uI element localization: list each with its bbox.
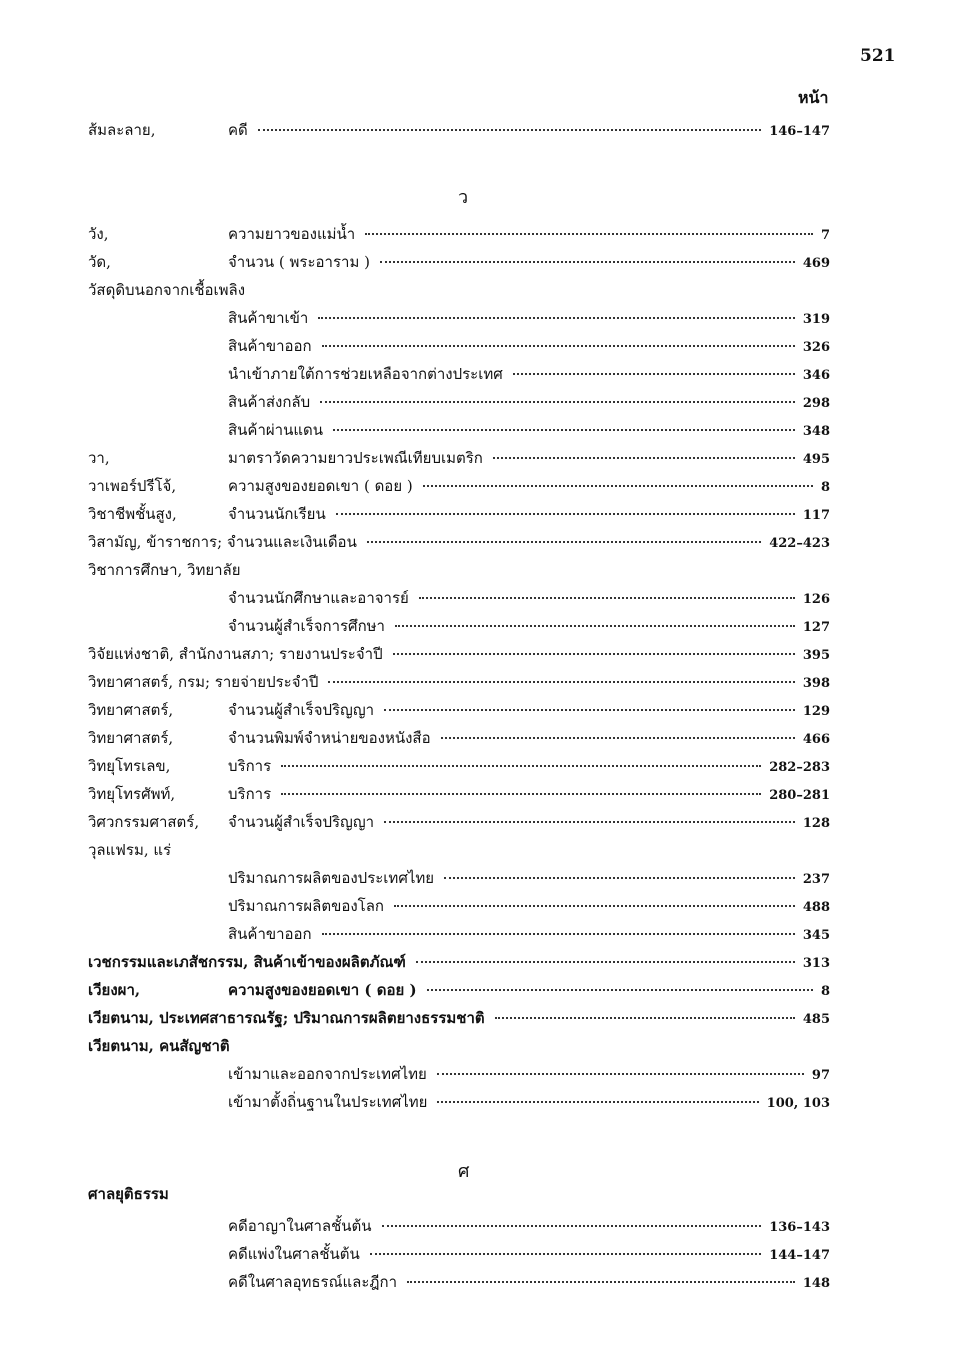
dot-leader <box>281 793 761 795</box>
page-reference: 313 <box>802 956 830 971</box>
index-term: เวียตนาม, ประเทศสาธารณรัฐ; ปริมาณการผลิตยางธรรมชาติ <box>88 1009 485 1027</box>
index-entry <box>88 1270 830 1294</box>
dot-leader <box>322 933 795 935</box>
index-entry <box>88 894 830 918</box>
dot-leader <box>370 1253 761 1255</box>
index-entry <box>88 670 830 694</box>
index-entry <box>88 698 830 722</box>
index-subterm: คดีแพ่งในศาลชั้นต้น <box>228 1245 360 1263</box>
index-entry <box>88 250 830 274</box>
page-reference: 319 <box>802 312 830 327</box>
page-reference: 129 <box>802 704 830 719</box>
index-entry <box>88 1006 830 1030</box>
index-subterm: มาตราวัดความยาวประเพณีเทียบเมตริก <box>228 449 483 467</box>
index-term: วิทยุโทรศัพท์, <box>88 785 176 803</box>
index-entry <box>88 810 830 834</box>
index-term: วิชาการศึกษา, วิทยาลัย <box>88 561 241 579</box>
index-term: เวชกรรมและเภสัชกรรม, สินค้าเข้าของผลิตภัณฑ์ <box>88 953 406 971</box>
page-reference: 298 <box>802 396 830 411</box>
dot-leader <box>395 625 795 627</box>
index-entry <box>88 530 830 554</box>
page-reference: 346 <box>802 368 830 383</box>
dot-leader <box>493 457 795 459</box>
dot-leader <box>380 261 795 263</box>
index-entry <box>88 614 830 638</box>
index-subterm: จำนวนนักเรียน <box>228 505 326 523</box>
page-reference: 144–147 <box>769 1248 830 1263</box>
page-reference: 100, 103 <box>766 1096 830 1111</box>
page-reference: 8 <box>820 984 830 999</box>
dot-leader <box>365 233 813 235</box>
index-entry <box>88 390 830 414</box>
index-entry <box>88 278 830 302</box>
index-subterm: คดี <box>228 121 248 139</box>
index-entry <box>88 1214 830 1238</box>
index-subterm: จำนวนพิมพ์จำหน่ายของหนังสือ <box>228 729 431 747</box>
index-term: เวียตนาม, คนสัญชาติ <box>88 1037 230 1055</box>
dot-leader <box>336 513 795 515</box>
dot-leader <box>333 429 795 431</box>
index-entry <box>88 866 830 890</box>
index-entry <box>88 642 830 666</box>
page-reference: 7 <box>820 228 830 243</box>
page-reference: 485 <box>802 1012 830 1027</box>
index-subterm: ปริมาณการผลิตของโลก <box>228 897 385 915</box>
index-subterm: สินค้าขาออก <box>228 337 312 355</box>
page-reference: 348 <box>802 424 830 439</box>
index-term: วิทยาศาสตร์, กรม; รายจ่ายประจำปี <box>88 673 319 691</box>
index-term: วุลแฟรม, แร่ <box>88 841 172 859</box>
dot-leader <box>382 1225 762 1227</box>
index-entry <box>88 502 830 526</box>
page-reference: 469 <box>802 256 830 271</box>
index-entry <box>88 922 830 946</box>
page-reference: 97 <box>811 1068 830 1083</box>
index-subterm: สินค้าขาออก <box>228 925 312 943</box>
page-reference: 488 <box>802 900 830 915</box>
index-term: วัสดุดิบนอกจากเชื้อเพลิง <box>88 281 246 299</box>
index-entry <box>88 586 830 610</box>
page-reference: 126 <box>802 592 830 607</box>
dot-leader <box>322 345 795 347</box>
page-reference: 146–147 <box>769 124 830 139</box>
page-reference: 280–281 <box>769 788 830 803</box>
dot-leader <box>394 905 795 907</box>
index-subterm: บริการ <box>228 785 272 803</box>
dot-leader <box>320 401 795 403</box>
dot-leader <box>495 1017 795 1019</box>
index-subterm: บริการ <box>228 757 272 775</box>
index-subterm: สินค้าขาเข้า <box>228 309 309 327</box>
index-term: วัง, <box>88 225 109 243</box>
index-term: ศาลยุติธรรม <box>88 1185 169 1203</box>
index-subterm: นำเข้าภายใต้การช่วยเหลือจากต่างประเทศ <box>228 365 503 383</box>
dot-leader <box>437 1101 758 1103</box>
index-entry <box>88 1182 830 1206</box>
index-subterm: จำนวนผู้สำเร็จปริญญา <box>228 813 375 831</box>
index-entry <box>88 754 830 778</box>
index-entry <box>88 838 830 862</box>
index-entry <box>88 1062 830 1086</box>
section-heading: ว <box>458 187 469 208</box>
index-subterm: เข้ามาตั้งถิ่นฐานในประเทศไทย <box>228 1093 428 1111</box>
index-entry <box>88 950 830 974</box>
index-entry <box>88 306 830 330</box>
index-term: วิศวกรรมศาสตร์, <box>88 813 200 831</box>
dot-leader <box>444 877 795 879</box>
page-reference: 282–283 <box>769 760 830 775</box>
dot-leader <box>416 961 795 963</box>
index-entry <box>88 726 830 750</box>
index-entry <box>88 334 830 358</box>
index-term: วาเพอร์ปรีโจ้, <box>88 477 177 495</box>
page-reference: 136–143 <box>769 1220 830 1235</box>
index-entry <box>88 1242 830 1266</box>
dot-leader <box>427 989 813 991</box>
index-subterm: สินค้าส่งกลับ <box>228 393 311 411</box>
index-term: วิชาชีพชั้นสูง, <box>88 505 177 523</box>
index-entry <box>88 222 830 246</box>
index-entry <box>88 1090 830 1114</box>
index-subterm: จำนวน ( พระอาราม ) <box>228 253 370 271</box>
index-entry <box>88 418 830 442</box>
index-entry <box>88 1034 830 1058</box>
index-entry <box>88 782 830 806</box>
page-reference: 237 <box>802 872 830 887</box>
page-reference: 395 <box>802 648 830 663</box>
page-reference: 345 <box>802 928 830 943</box>
dot-leader <box>328 681 794 683</box>
page-reference: 127 <box>802 620 830 635</box>
index-term: วา, <box>88 449 110 467</box>
index-entry <box>88 446 830 470</box>
dot-leader <box>258 129 761 131</box>
dot-leader <box>393 653 795 655</box>
index-subterm: จำนวนนักศึกษาและอาจารย์ <box>228 589 409 607</box>
dot-leader <box>384 709 795 711</box>
page-reference: 495 <box>802 452 830 467</box>
page-reference: 422–423 <box>769 536 830 551</box>
dot-leader <box>384 821 795 823</box>
dot-leader <box>441 737 795 739</box>
page-reference: 326 <box>802 340 830 355</box>
index-term: วิสามัญ, ข้าราชการ; จำนวนและเงินเดือน <box>88 533 357 551</box>
index-term: วัด, <box>88 253 111 271</box>
section-heading: ศ <box>458 1161 470 1182</box>
index-subterm: คดีในศาลอุทธรณ์และฎีกา <box>228 1273 398 1291</box>
page-reference: 466 <box>802 732 830 747</box>
index-entry <box>88 118 830 142</box>
dot-leader <box>318 317 795 319</box>
page-column-header: หน้า <box>798 88 829 107</box>
dot-leader <box>423 485 813 487</box>
index-term: เวียงผา, <box>88 981 141 999</box>
index-subterm: เข้ามาและออกจากประเทศไทย <box>228 1065 427 1083</box>
dot-leader <box>407 1281 795 1283</box>
index-entry <box>88 558 830 582</box>
dot-leader <box>281 765 761 767</box>
index-subterm: คดีอาญาในศาลชั้นต้น <box>228 1217 372 1235</box>
page-reference: 148 <box>802 1276 830 1291</box>
page-reference: 128 <box>802 816 830 831</box>
index-subterm: ความสูงของยอดเขา ( ดอย ) <box>228 981 417 999</box>
index-subterm: ความยาวของแม่น้ำ <box>228 225 356 243</box>
index-subterm: จำนวนผู้สำเร็จการศึกษา <box>228 617 385 635</box>
index-entry <box>88 362 830 386</box>
index-subterm: ปริมาณการผลิตของประเทศไทย <box>228 869 435 887</box>
index-entry <box>88 978 830 1002</box>
page-reference: 398 <box>802 676 830 691</box>
dot-leader <box>513 373 795 375</box>
page-reference: 117 <box>802 508 830 523</box>
dot-leader <box>367 541 761 543</box>
index-term: วิจัยแห่งชาติ, สำนักงานสภา; รายงานประจำปี <box>88 645 383 663</box>
index-term: วิทยาศาสตร์, <box>88 729 174 747</box>
index-term: วิทยุโทรเลข, <box>88 757 171 775</box>
index-subterm: จำนวนผู้สำเร็จปริญญา <box>228 701 375 719</box>
index-subterm: ความสูงของยอดเขา ( ดอย ) <box>228 477 413 495</box>
index-term: ส้มละลาย, <box>88 121 156 139</box>
dot-leader <box>437 1073 804 1075</box>
index-subterm: สินค้าผ่านแดน <box>228 421 323 439</box>
index-term: วิทยาศาสตร์, <box>88 701 174 719</box>
page-number: 521 <box>860 46 896 66</box>
dot-leader <box>419 597 795 599</box>
index-entry <box>88 474 830 498</box>
page-reference: 8 <box>820 480 830 495</box>
